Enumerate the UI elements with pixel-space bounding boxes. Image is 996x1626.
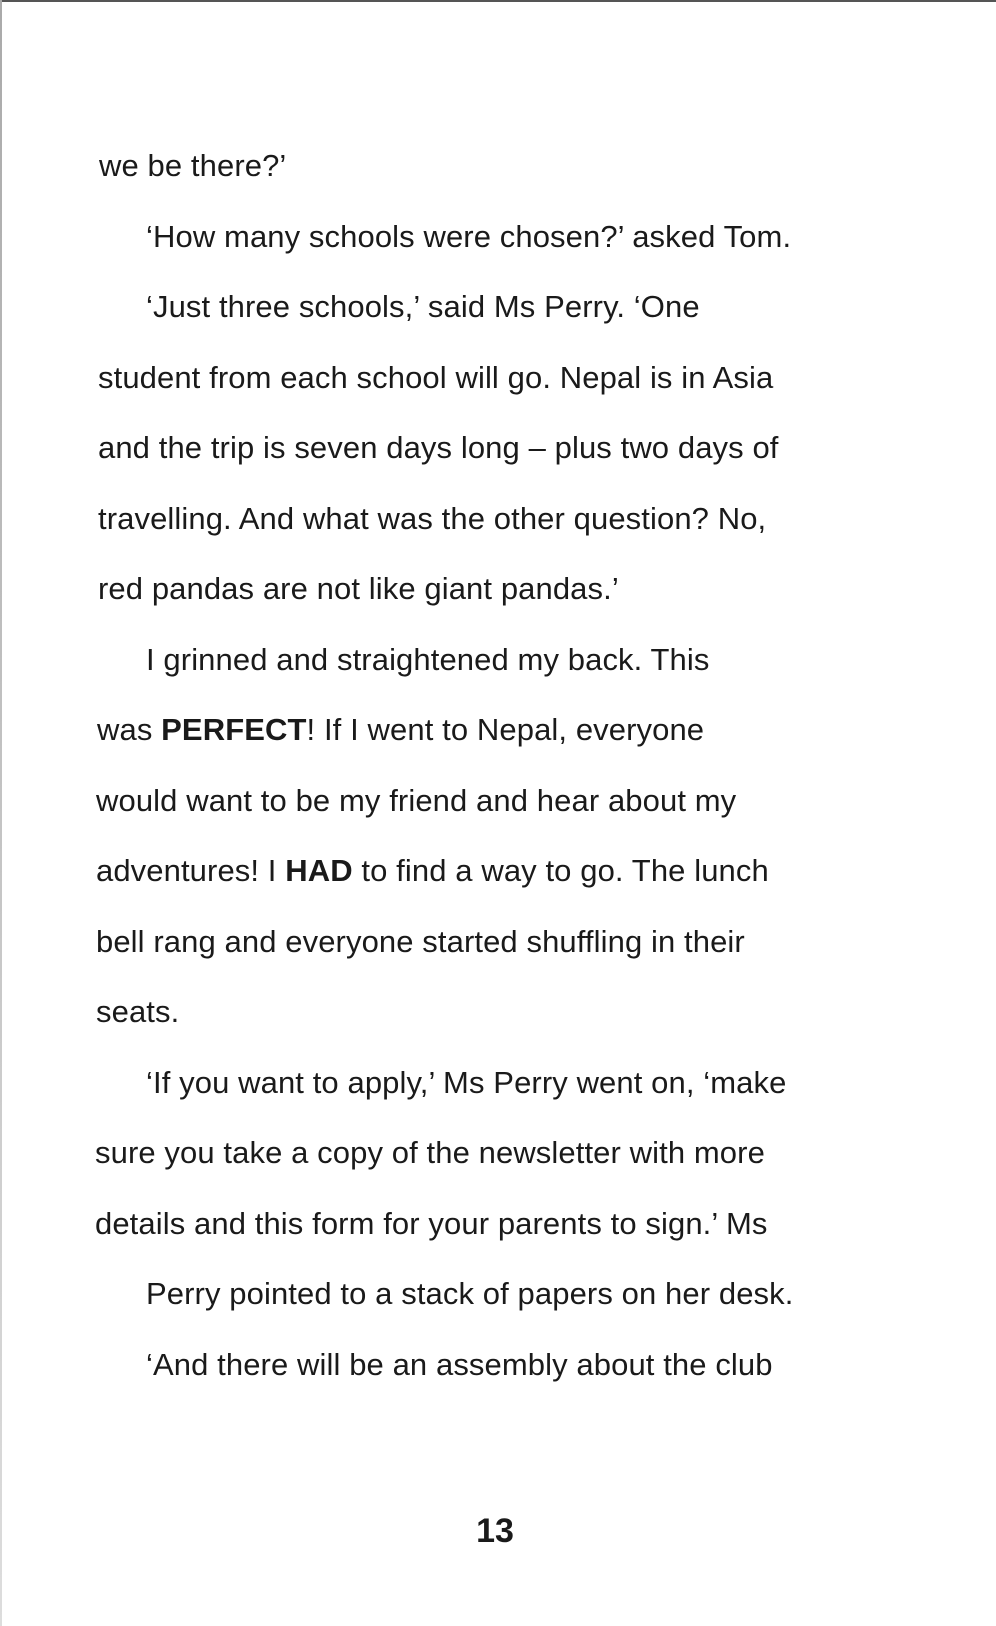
page-left-edge [0,0,2,1626]
emphasis-text: PERFECT [161,712,307,747]
line-text: ‘How many schools were chosen?’ asked Tom. [146,218,792,254]
line-text: details and this form for your parents to sign.’ Ms [95,1205,768,1241]
line-text: Perry pointed to a stack of papers on her desk. [146,1276,794,1311]
emphasis-text: HAD [285,853,353,888]
line-text: red pandas are not like giant pandas.’ [98,571,619,606]
line-text: I grinned and straightened my back. This [146,641,710,677]
line-text: ‘If you want to apply,’ Ms Perry went on, ‘make [146,1064,787,1100]
text-line [98,343,773,414]
text-line [146,202,791,273]
line-text: ‘Just three schools,’ said Ms Perry. ‘One [146,289,700,324]
text-line [98,554,619,625]
line-text: to find a way to go. The lunch [352,853,769,888]
line-text: would want to be my friend and hear about my [96,782,737,818]
text-line [97,695,704,766]
text-line [96,766,736,837]
text-line [146,625,709,696]
line-text: sure you take a copy of the newsletter with more [95,1135,765,1170]
text-line [98,484,766,555]
line-text: adventures! I [96,853,286,888]
line-text: bell rang and everyone started shuffling in their [96,923,745,959]
text-line [98,413,779,484]
text-line [96,836,769,907]
page-top-edge [0,0,996,2]
text-line [95,1189,767,1260]
line-text: seats. [96,994,180,1029]
line-text: and the trip is seven days long – plus two days of [98,430,779,465]
text-line [96,907,745,978]
line-text: ! If I went to Nepal, everyone [306,712,705,747]
line-text: travelling. And what was the other question? No, [98,500,767,536]
text-line [146,1259,793,1330]
line-text: was [97,712,162,747]
line-text: we be there?’ [99,148,287,183]
text-line [146,1048,786,1119]
page-number: 13 [476,1512,514,1550]
line-text: student from each school will go. Nepal is in Asia [98,359,774,395]
text-line [95,1118,765,1189]
text-line [99,131,286,202]
text-line [146,272,700,343]
text-line [96,977,179,1048]
text-line [146,1330,773,1401]
line-text: ‘And there will be an assembly about the club [146,1346,773,1382]
